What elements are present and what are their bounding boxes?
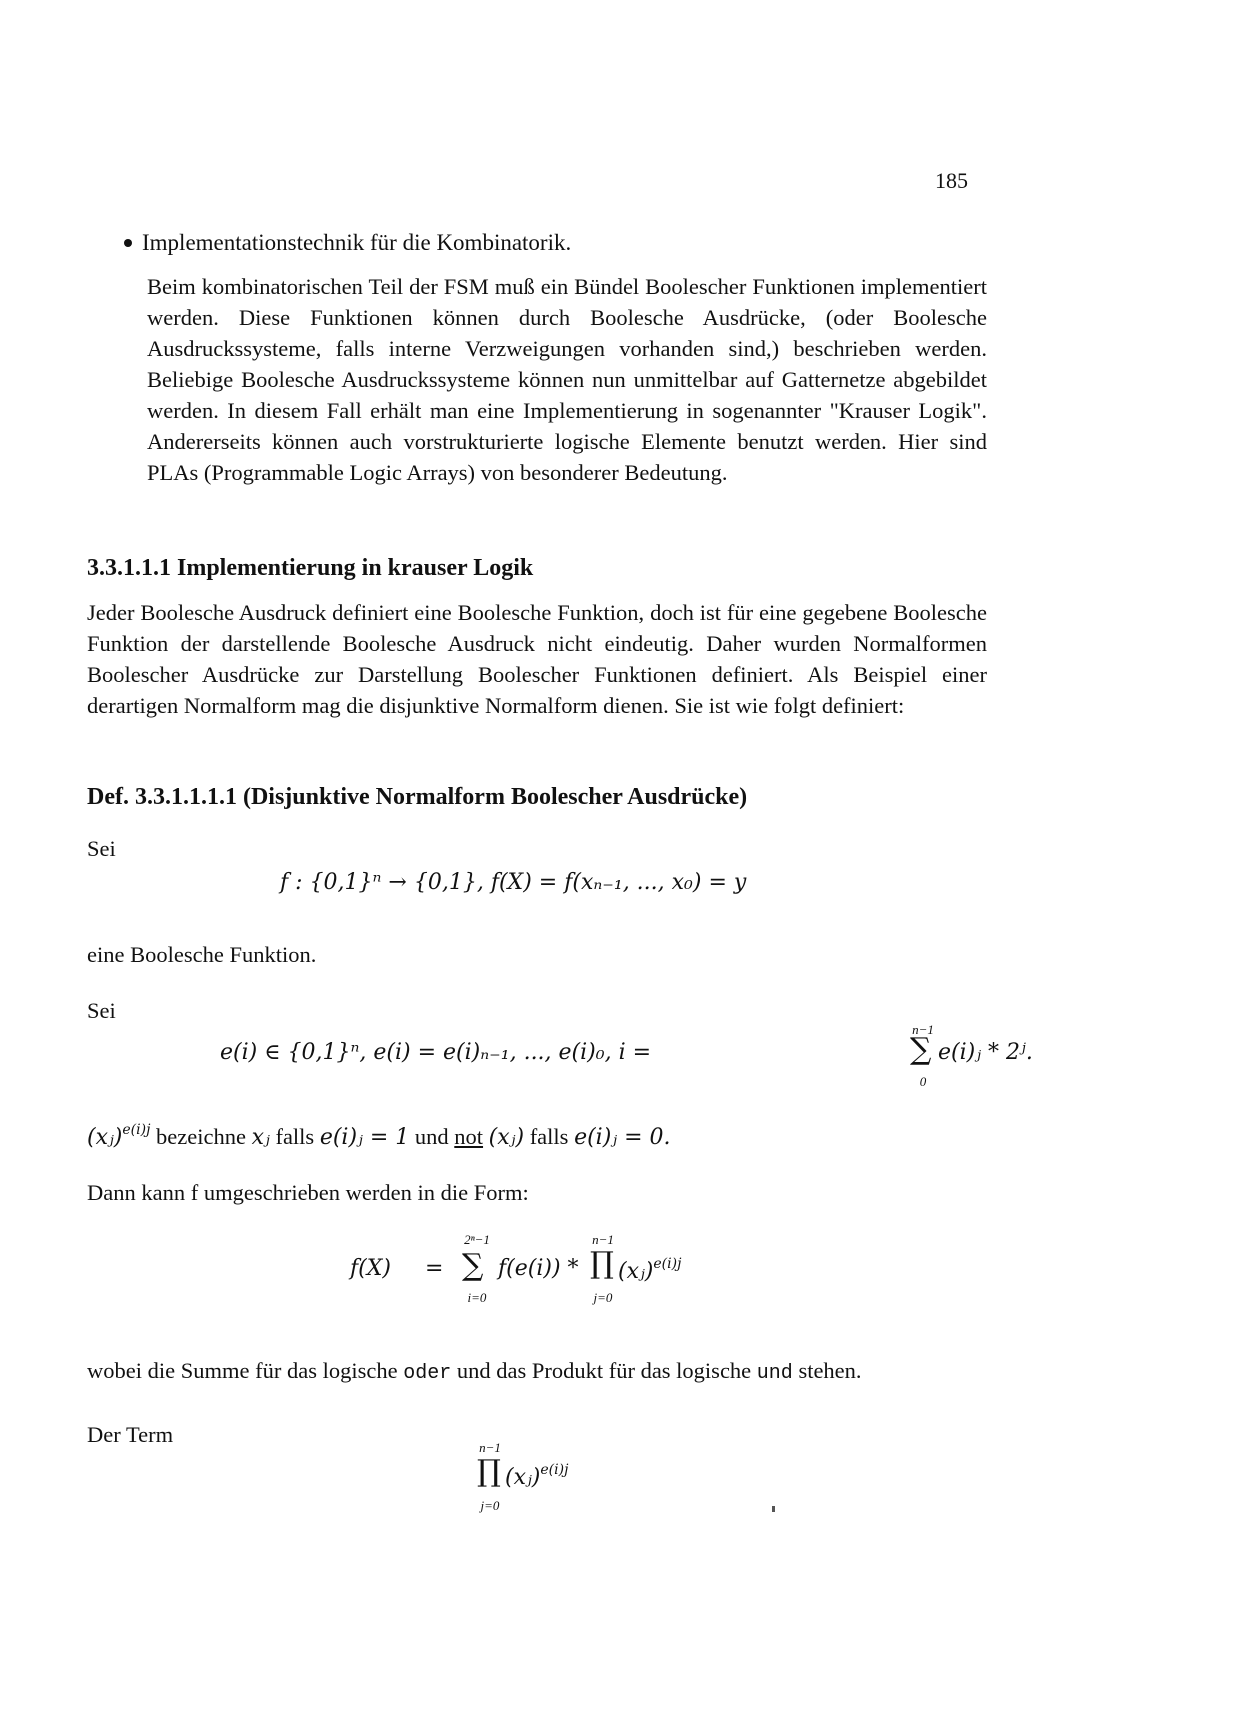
section-heading: 3.3.1.1.1 Implementierung in krauser Logik [87,555,534,581]
bullet-text: Implementationstechnik für die Kombinatorik. [142,230,572,255]
xj-symbol: xⱼ [251,1125,270,1150]
sum-upper-limit: n−1 [912,1022,934,1037]
dnf-prod-symbol: ∏ [590,1246,614,1281]
formula-dnf [350,1232,770,1312]
xj-term-sup: e(i)j [122,1122,151,1138]
prod-term-sup: e(i)j [540,1462,569,1478]
paragraph-normalform: Jeder Boolesche Ausdruck definiert eine Boolesche Funktion, doch ist für eine gegebene Boolesche Funktion der darstellende Boolesche Ausdruck nicht eindeutig. Daher wurden Normalformen Boolescher Ausdrücke zur Darstellung Boolescher Funktionen definiert. Als Beispiel einer derartigen Normalform mag die disjunktive Normalform dienen. Sie ist wie folgt definiert: [87,600,987,718]
dnf-right-term: (xⱼ) [618,1259,654,1284]
dnf-lhs: f(X) [350,1256,391,1281]
condition-2: (xⱼ) [488,1125,525,1150]
falls-word-1: falls [275,1124,315,1149]
dnf-eq: = [425,1256,444,1281]
definition-heading: Def. 3.3.1.1.1.1 (Disjunktive Normalform Boolescher Ausdrücke) [87,784,748,810]
wobei-text-3: stehen. [798,1358,862,1383]
dnf-prod-lower: j=0 [593,1290,613,1305]
bullet-item [124,230,571,256]
dnf-sum-upper: 2ⁿ−1 [464,1232,490,1247]
eine-funktion-text: eine Boolesche Funktion. [87,942,317,967]
dnf-sum-symbol: ∑ [462,1248,484,1283]
formula-e-of-i [220,1022,1033,1092]
wobei-text-2: und das Produkt für das logische [456,1358,752,1383]
wobei-line [87,1358,862,1385]
prod-term-upper: n−1 [479,1440,501,1455]
wobei-text-1: wobei die Summe für das logische [87,1358,398,1383]
und-keyword: und [756,1362,793,1385]
formula-e-left: e(i) ∈ {0,1}ⁿ, e(i) = e(i)ₙ₋₁, ..., e(i)₀, i = [220,1040,652,1065]
sei-label-1: Sei [87,836,116,861]
formula-product-term [455,1440,635,1520]
dnf-prod-upper: n−1 [592,1232,614,1247]
page-number: 185 [935,168,968,193]
dnf-right [618,1256,681,1284]
prod-term-lower: j=0 [480,1498,500,1513]
falls-word-2: falls [529,1124,569,1149]
formula-function-def: f : {0,1}ⁿ → {0,1}, f(X) = f(xₙ₋₁, ..., x₀) = y [280,870,747,895]
sum-symbol: ∑ [910,1032,932,1067]
bezeichne-word: bezeichne [156,1124,246,1149]
formula-e-right: e(i)ⱼ * 2ʲ. [938,1040,1033,1065]
not-word: not [454,1124,484,1149]
prod-term-symbol: ∏ [477,1454,501,1489]
der-term-text: Der Term [87,1422,174,1447]
dnf-right-sup: e(i)j [653,1256,682,1272]
condition-3: e(i)ⱼ = 0. [574,1125,671,1150]
sei-label-2: Sei [87,998,116,1023]
und-word: und [414,1124,449,1149]
dnf-sum-lower: i=0 [467,1290,487,1305]
dann-text: Dann kann f umgeschrieben werden in die Form: [87,1180,529,1205]
bullet-icon [124,239,132,247]
dnf-mid: f(e(i)) * [498,1256,579,1281]
paragraph-fsm: Beim kombinatorischen Teil der FSM muß ein Bündel Boolescher Funktionen implementiert werden. Diese Funktionen können durch Boolesche Ausdrücke, (oder Boolesche Ausdruckssysteme, falls interne Verzweigungen vorhanden sind,) beschrieben werden. Beliebige Boolesche Ausdruckssysteme können nun unmittelbar auf Gatternetze abgebildet werden. In diesem Fall erhält man eine Implementierung in sogenannter "Krauser Logik". Andererseits können auch vorstrukturierte logische Elemente benutzt werden. Hier sind PLAs (Programmable Logic Arrays) von besonderer Bedeutung. [147,274,987,485]
sum-lower-limit: 0 [919,1074,927,1089]
scan-speck [772,1506,775,1512]
xj-term: (xⱼ) [87,1125,123,1150]
condition-1: e(i)ⱼ = 1 [319,1125,410,1150]
prod-term-base: (xⱼ) [505,1465,541,1490]
prod-term-right [505,1462,568,1490]
oder-keyword: oder [403,1362,452,1385]
bezeichne-line [87,1122,671,1150]
